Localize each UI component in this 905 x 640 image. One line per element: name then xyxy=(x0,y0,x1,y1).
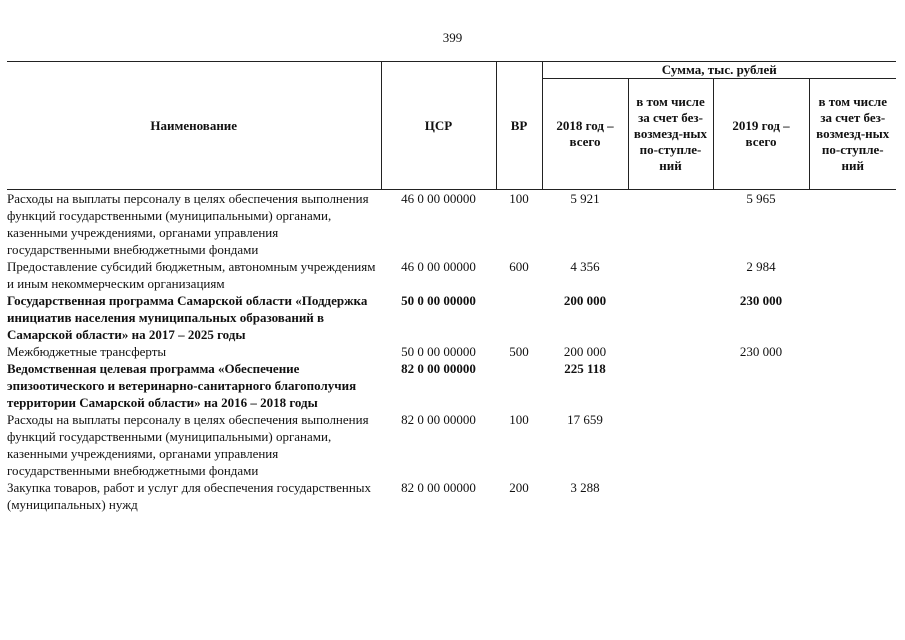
row-2019-total: 230 000 xyxy=(739,293,783,308)
header-csr: ЦСР xyxy=(381,62,496,190)
row-2019-free xyxy=(809,343,896,360)
header-sum-group: Сумма, тыс. рублей xyxy=(542,62,896,79)
row-name: Расходы на выплаты персоналу в целях обеспечения выполнения функций государственными (муниципальными) органами, казенными учреждениями, органами управления государственными внебюджетными фондами xyxy=(7,191,369,257)
row-2019-free xyxy=(809,258,896,292)
row-name: Предоставление субсидий бюджетным, автономным учреждениям и иным некоммерческим организациям xyxy=(7,259,376,291)
row-name: Межбюджетные трансферты xyxy=(7,344,167,359)
row-2018-free xyxy=(628,190,713,259)
row-2019-free xyxy=(809,292,896,343)
row-name: Расходы на выплаты персоналу в целях обеспечения выполнения функций государственными (муниципальными) органами, казенными учреждениями, органами управления государственными внебюджетными фондами xyxy=(7,412,369,478)
row-2019-free xyxy=(809,411,896,479)
row-vr: 100 xyxy=(509,191,529,206)
row-2019-total xyxy=(713,411,809,479)
row-vr: 100 xyxy=(509,412,529,427)
row-2018-total: 3 288 xyxy=(570,480,600,495)
row-2018-free xyxy=(628,343,713,360)
row-name: Закупка товаров, работ и услуг для обеспечения государственных (муниципальных) нужд xyxy=(7,480,372,512)
table-row xyxy=(7,479,896,513)
table-header xyxy=(7,62,896,190)
row-vr: 200 xyxy=(509,480,529,495)
row-2019-total xyxy=(713,479,809,513)
header-2018-free: в том числе за счет без-возмезд-ных по-ступле-ний xyxy=(628,79,713,190)
row-2018-total: 5 921 xyxy=(570,191,600,206)
row-vr: 600 xyxy=(509,259,529,274)
row-2018-free xyxy=(628,258,713,292)
header-2019-total: 2019 год – всего xyxy=(713,79,809,190)
row-name: Государственная программа Самарской области «Поддержка инициатив населения муниципальных образований в Самарской области» на 2017 – 2025 годы xyxy=(7,293,368,342)
page-number: 399 xyxy=(442,30,463,45)
row-2019-free xyxy=(809,479,896,513)
row-2018-total: 200 000 xyxy=(563,344,607,359)
table-row xyxy=(7,292,896,343)
row-2019-total: 5 965 xyxy=(746,191,776,206)
table-row xyxy=(7,190,896,259)
row-csr: 82 0 00 00000 xyxy=(401,361,476,376)
header-2019-free: в том числе за счет без-возмезд-ных по-ступле-ний xyxy=(809,79,896,190)
row-2019-free xyxy=(809,360,896,411)
row-2018-total: 17 659 xyxy=(567,412,603,427)
row-vr xyxy=(496,292,542,343)
row-2019-free xyxy=(809,190,896,259)
row-2019-total: 2 984 xyxy=(746,259,776,274)
row-csr: 82 0 00 00000 xyxy=(401,412,476,427)
table-row xyxy=(7,343,896,360)
table-row xyxy=(7,258,896,292)
header-vr: ВР xyxy=(496,62,542,190)
table-body xyxy=(7,190,896,514)
row-vr: 500 xyxy=(509,344,529,359)
table-row xyxy=(7,411,896,479)
row-csr: 50 0 00 00000 xyxy=(401,344,476,359)
row-2018-total: 4 356 xyxy=(570,259,600,274)
row-name: Ведомственная целевая программа «Обеспечение эпизоотического и ветеринарно-санитарного благополучия территории Самарской области» на 2016 – 2018 годы xyxy=(7,361,357,410)
row-2018-free xyxy=(628,292,713,343)
row-2018-free xyxy=(628,360,713,411)
row-2018-free xyxy=(628,411,713,479)
header-name: Наименование xyxy=(7,62,381,190)
row-csr: 82 0 00 00000 xyxy=(401,480,476,495)
row-vr xyxy=(496,360,542,411)
row-csr: 46 0 00 00000 xyxy=(401,259,476,274)
table-row xyxy=(7,360,896,411)
row-2018-total: 225 118 xyxy=(564,361,606,376)
budget-table xyxy=(7,61,896,513)
header-2018-total: 2018 год – всего xyxy=(542,79,628,190)
row-2018-free xyxy=(628,479,713,513)
row-csr: 50 0 00 00000 xyxy=(401,293,476,308)
row-2019-total xyxy=(713,360,809,411)
row-2018-total: 200 000 xyxy=(563,293,607,308)
row-csr: 46 0 00 00000 xyxy=(401,191,476,206)
row-2019-total: 230 000 xyxy=(739,344,783,359)
